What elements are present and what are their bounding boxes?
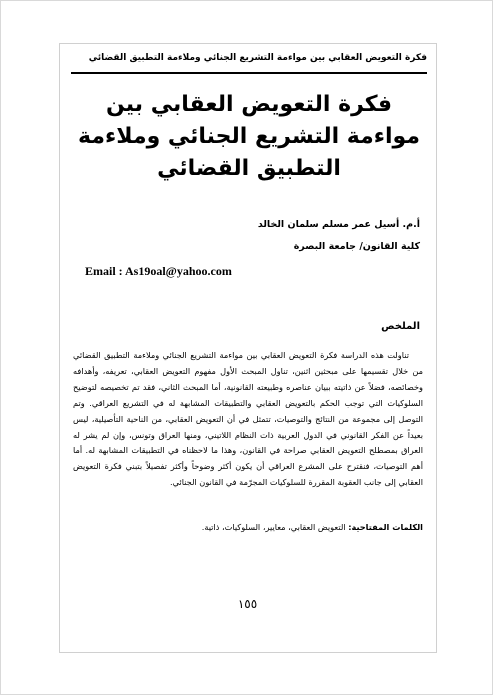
keywords-text: التعويض العقابي، معايير، السلوكيات، ذاتية. [201, 522, 349, 532]
title-line-1: فكرة التعويض العقابي بين [106, 92, 392, 117]
article-title [71, 89, 427, 185]
page-number: ١٥٥ [237, 597, 258, 611]
title-line-3: التطبيق القضائي [157, 156, 341, 181]
author-email: Email : As19oal@yahoo.com [85, 264, 232, 278]
abstract-body [73, 348, 423, 491]
keywords-label: الكلمات المفتاحية: [348, 522, 423, 532]
abstract-paragraph: تناولت هذه الدراسة فكرة التعويض العقابي بين مواءمة التشريع الجنائي وملاءمة التطبيق القضائي من خلال تقسيمها على مبحثين اثنين، تناول المبحث الأول مفهوم التعويض العقابي، تعريفه، وأهدافه وخصائصه، فضلاً عن ذاتيته ببيان عناصره وطبيعته القانونية، أما المبحث الثاني، فقد تم تخصيصه لتوضيح السلوكيات التي توجب الحكم بالتعويض العقابي والتطبيقات المشابهة له في التشريع العراقي. وتم التوصل إلى مجموعة من النتائج والتوصيات، تتمثل في أن التعويض العقابي، من الناحية التأصيلية، ليس بعيداً عن الفكر القانوني في الدول العربية ذات النظام اللاتيني، ومنها العراق وتونس، وإن لم يشر له العراق بمصطلح التعويض العقابي صراحة في القانون، وهذا ما لاحظناه في التطبيقات المشابهة له. أما أهم التوصيات، فنقترح على المشرع العراقي أن يكون أكثر وضوحاً وأكثر تفصيلاً بتبني فكرة التعويض العقابي إلى جانب العقوبة المقررة للسلوكيات المجرّمة في القانون الجنائي. [73, 350, 423, 488]
author-name: أ.م. أسيل عمر مسلم سلمان الخالد [257, 219, 420, 230]
header-rule [71, 72, 427, 74]
keywords [73, 522, 423, 532]
abstract-heading: الملخص [381, 321, 420, 332]
author-affiliation: كلية القانون/ جامعة البصرة [293, 241, 420, 252]
title-line-2: مواءمة التشريع الجنائي وملاءمة [78, 124, 420, 149]
running-header: فكرة التعويض العقابي بين مواءمة التشريع الجنائي وملاءمة التطبيق القضائي [88, 53, 427, 63]
